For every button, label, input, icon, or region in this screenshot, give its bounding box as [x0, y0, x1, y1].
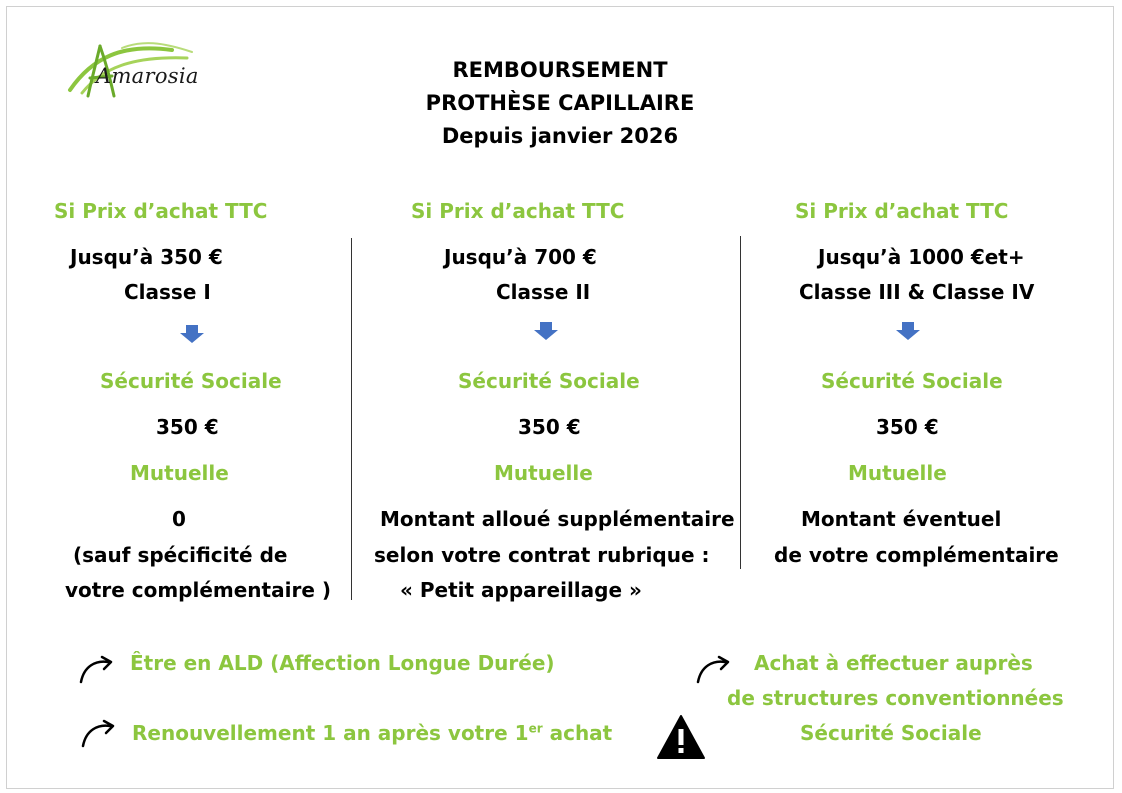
- down-arrow-icon: [180, 325, 204, 343]
- warning-icon: [656, 714, 706, 760]
- note-renouvellement-sup: er: [528, 721, 543, 736]
- note-renouvellement: [132, 721, 612, 745]
- title-line-2: PROTHÈSE CAPILLAIRE: [425, 91, 695, 115]
- col3-price: Jusqu’à 1000 €et+: [818, 245, 1025, 269]
- col1-secu-label: Sécurité Sociale: [100, 369, 282, 393]
- col1-classe: Classe I: [124, 280, 211, 304]
- col2-price: Jusqu’à 700 €: [444, 245, 597, 269]
- down-arrow-icon: [896, 322, 920, 340]
- col2-classe: Classe II: [496, 280, 591, 304]
- col2-mutuelle-line-2: selon votre contrat rubrique :: [374, 543, 710, 567]
- col1-mutuelle-line-2: (sauf spécificité de: [73, 543, 288, 567]
- column-divider-2: [740, 236, 741, 569]
- column-divider-1: [351, 238, 352, 600]
- col2-mutuelle-line-3: « Petit appareillage »: [400, 578, 642, 602]
- col2-secu-label: Sécurité Sociale: [458, 369, 640, 393]
- col1-header: Si Prix d’achat TTC: [54, 199, 268, 223]
- title-line-3: Depuis janvier 2026: [441, 124, 679, 148]
- note-renouvellement-text: Renouvellement 1 an après votre 1: [132, 721, 529, 745]
- logo-text: Amarosia: [96, 64, 199, 88]
- note-ald: Être en ALD (Affection Longue Durée): [130, 651, 555, 675]
- col3-mutuelle-line-1: Montant éventuel: [801, 507, 1002, 531]
- col2-header: Si Prix d’achat TTC: [411, 199, 625, 223]
- col1-mutuelle-label: Mutuelle: [130, 461, 229, 485]
- note-renouvellement-suffix: achat: [542, 721, 613, 745]
- col1-secu-amount: 350 €: [156, 415, 219, 439]
- col1-mutuelle-line-1: 0: [172, 507, 186, 531]
- col3-classe: Classe III & Classe IV: [799, 280, 1035, 304]
- col1-price: Jusqu’à 350 €: [70, 245, 223, 269]
- col3-secu-label: Sécurité Sociale: [821, 369, 1003, 393]
- title-line-1: REMBOURSEMENT: [452, 58, 668, 82]
- curved-arrow-icon: [695, 654, 735, 684]
- col3-secu-amount: 350 €: [876, 415, 939, 439]
- col3-mutuelle-label: Mutuelle: [848, 461, 947, 485]
- col3-mutuelle-line-2: de votre complémentaire: [774, 543, 1059, 567]
- curved-arrow-icon: [78, 654, 118, 684]
- note-achat-line-1: Achat à effectuer auprès: [754, 651, 1033, 675]
- curved-arrow-icon: [80, 718, 120, 748]
- note-achat-line-3: Sécurité Sociale: [800, 721, 982, 745]
- note-achat-line-2: de structures conventionnées: [727, 686, 1064, 710]
- col2-secu-amount: 350 €: [518, 415, 581, 439]
- col3-header: Si Prix d’achat TTC: [795, 199, 1009, 223]
- col2-mutuelle-line-1: Montant alloué supplémentaire: [380, 507, 735, 531]
- col2-mutuelle-label: Mutuelle: [494, 461, 593, 485]
- col1-mutuelle-line-3: votre complémentaire ): [65, 578, 331, 602]
- down-arrow-icon: [534, 322, 558, 340]
